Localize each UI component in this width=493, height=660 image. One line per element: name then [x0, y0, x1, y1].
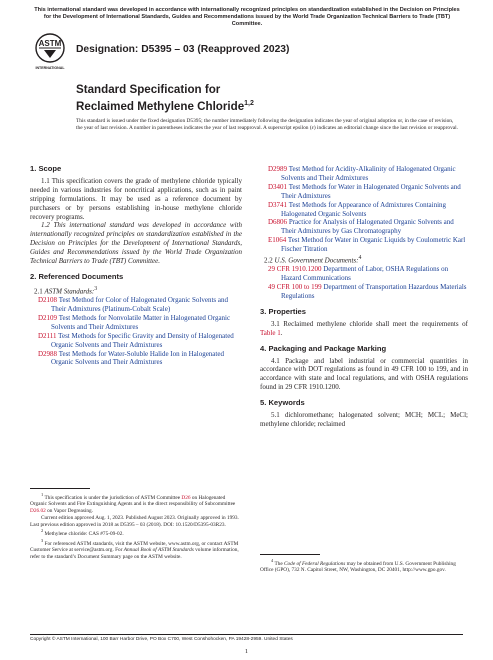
reference-item	[264, 283, 468, 301]
footnote-rule-right	[260, 554, 320, 555]
reference-code-link[interactable]: D3741	[268, 200, 288, 209]
title-line-2	[76, 97, 254, 114]
title-line-1: Standard Specification for	[76, 83, 221, 96]
footnote-rule-left	[30, 488, 90, 489]
issuance-note: This standard is issued under the fixed designation D5395; the number immediately following the designation indicates the year of original adoption or, in the case of revision, the year of last revision. A number in parentheses indicates the year of last reapproval. A superscript epsilon (ε) indicates an editorial change since the last revision or reapproval.	[76, 118, 459, 131]
reference-title-link[interactable]: Test Methods for Appearance of Admixtures Containing Halogenated Organic Solvents	[281, 200, 447, 218]
subcommittee-d26-02-link[interactable]: D26.02	[30, 508, 46, 515]
svg-text:ASTM: ASTM	[38, 39, 62, 48]
reference-item	[264, 265, 468, 283]
keywords-heading: 5. Keywords	[260, 398, 305, 408]
footnote-3: $^3$ For referenced ASTM standards, visit the ASTM website, www.astm.org, or contact ASTM Customer Service at service@astm.org. For Annual Book of ASTM Standards volume information, refer to the standard’s Document Summary page on the ASTM website.	[30, 537, 239, 560]
reference-code-link[interactable]: E1064	[268, 236, 287, 245]
scope-para-2: 1.2 This international standard was developed in accordance with internationally recognized principles on standardization established in the Decision on Principles for the Development of International Standards, Guides and Recommendations issued by the World Trade Organization Technical Barriers to Trade (TBT) Committee.	[30, 221, 242, 266]
reference-title-link[interactable]: Test Method for Acidity-Alkalinity of Halogenated Organic Solvents and Their Admixtures	[281, 165, 456, 182]
reference-code-link[interactable]: D2109	[38, 313, 58, 322]
astm-standards-label: 2.1 ASTM Standards:$^3$	[34, 285, 98, 296]
reference-code-link[interactable]: D3401	[268, 182, 288, 191]
reference-item	[34, 296, 242, 314]
properties-heading: 3. Properties	[260, 306, 307, 316]
footnote-2: $^2$ Methylene chloride: CAS #75-09-02.	[41, 528, 124, 538]
reference-item	[34, 332, 242, 350]
reference-code-link[interactable]: 29 CFR 1910.1200	[268, 265, 322, 274]
reference-title-link[interactable]: Test Method for Color of Halogenated Organic Solvents and Their Admixtures (Platinum-Cobalt Scale)	[51, 296, 228, 314]
reference-code-link[interactable]: D2989	[268, 165, 288, 173]
reference-item	[264, 201, 468, 219]
copyright-line: Copyright © ASTM International, 100 Barr Harbor Drive, PO Box C700, West Conshohocken, PA 19428-2959. United States	[30, 637, 293, 642]
reference-item	[34, 314, 242, 332]
referenced-documents-heading: 2. Referenced Documents	[30, 271, 124, 281]
logo-text: INTERNATIONAL	[35, 66, 65, 70]
reference-title-link[interactable]: Practice for Analysis of Halogenated Organic Solvents and Their Admixtures by Gas Chromatography	[281, 218, 454, 236]
designation: Designation: D5395 – 03 (Reapproved 2023)	[76, 44, 290, 55]
right-column	[260, 165, 468, 429]
scope-para-1: 1.1 This specification covers the grade of methylene chloride typically needed in various industries for noncritical applications, such as in paint stripping formulations. It may be used as a reference document by purchasers or by persons establishing in-house methylene chloride recovery programs.	[30, 176, 242, 221]
packaging-heading: 4. Packaging and Package Marking	[260, 343, 387, 353]
reference-item	[264, 183, 468, 201]
reference-title-link[interactable]: Department of Transportation Hazardous Materials Regulations	[281, 283, 467, 301]
reference-item	[34, 350, 242, 368]
reference-code-link[interactable]: D6806	[268, 218, 288, 227]
reference-title-link[interactable]: Test Method for Water in Organic Liquids by Coulometric Karl Fischer Titration	[281, 236, 466, 254]
gov-documents-label: 2.2 U.S. Government Documents:$^4$	[264, 255, 362, 265]
reference-code-link[interactable]: 49 CFR 100 to 199	[268, 283, 322, 292]
keywords-para: 5.1 dichloromethane; halogenated solvent; MCH; MCL; MeCl; methylene chloride; reclaimed	[260, 411, 468, 428]
page-number: 1	[244, 648, 249, 655]
reference-item	[264, 236, 468, 254]
astm-logo	[30, 31, 70, 71]
reference-title-link[interactable]: Test Methods for Nonvolatile Matter in Halogenated Organic Solvents and Their Admixtures	[51, 313, 231, 331]
reference-code-link[interactable]: D2111	[38, 331, 57, 340]
document-title	[76, 83, 254, 114]
tbt-notice: This international standard was developed in accordance with internationally recognized principles on standardization established in the Decision on Principles for the Development of International Standards, Guides and Recommendations issued by the World Trade Organization Technical Barriers to Trade (TBT) Committee.	[34, 7, 460, 28]
reference-title-link[interactable]: Test Methods for Specific Gravity and Density of Halogenated Organic Solvents and Their Admixtures	[51, 331, 234, 349]
table-1-link[interactable]: Table 1	[260, 328, 281, 337]
footnote-edition: Current edition approved Aug. 1, 2023. Published August 2023. Originally approved in 1993. Last previous edition approved in 2018 as D5395 – 03 (2018). DOI: 10.1520/D5395-03R23.	[30, 514, 239, 528]
footnotes-right	[260, 558, 468, 574]
scope-heading: 1. Scope	[30, 164, 62, 173]
footnote-1: $^1$ This specification is under the jurisdiction of ASTM Committee D26 on Halogenated Organic Solvents and Fire Extinguishing Agents and is the direct responsibility of Subcommittee D26.02 on Vapor Degreasing.	[30, 492, 236, 515]
reference-code-link[interactable]: D2108	[38, 296, 58, 305]
committee-d26-link[interactable]: D26	[181, 494, 191, 501]
reference-item	[264, 165, 468, 183]
title-text: Reclaimed Methylene Chloride	[76, 99, 245, 113]
reference-item	[264, 218, 468, 236]
left-column	[30, 165, 242, 367]
footnote-4: $^4$ The Code of Federal Regulations may be obtained from U.S. Government Publishing Office (GPO), 732 N. Capitol Street, NW, Washington, DC 20401, http://www.gpo.gov.	[260, 558, 456, 574]
packaging-para: 4.1 Package and label industrial or commercial quantities in accordance with DOT regulations as found in 49 CFR 100 to 199, and in accordance with state and local regulations, and with OSHA regulations found in 29 CFR 1910.1200.	[260, 356, 468, 392]
reference-title-link[interactable]: Department of Labor, OSHA Regulations on Hazard Communications	[281, 265, 449, 283]
footnotes-left	[30, 492, 242, 561]
reference-title-link[interactable]: Test Methods for Water-Soluble Halide Ion in Halogenated Organic Solvents and Their Admixtures	[51, 349, 224, 367]
reference-title-link[interactable]: Test Methods for Water in Halogenated Organic Solvents and Their Admixtures	[281, 182, 461, 200]
properties-para: 3.1 Reclaimed methylene chloride shall meet the requirements of Table 1.	[260, 319, 468, 337]
title-footnote-mark: 1,2	[244, 100, 254, 107]
bottom-rule	[30, 634, 463, 635]
reference-code-link[interactable]: D2988	[38, 349, 58, 358]
